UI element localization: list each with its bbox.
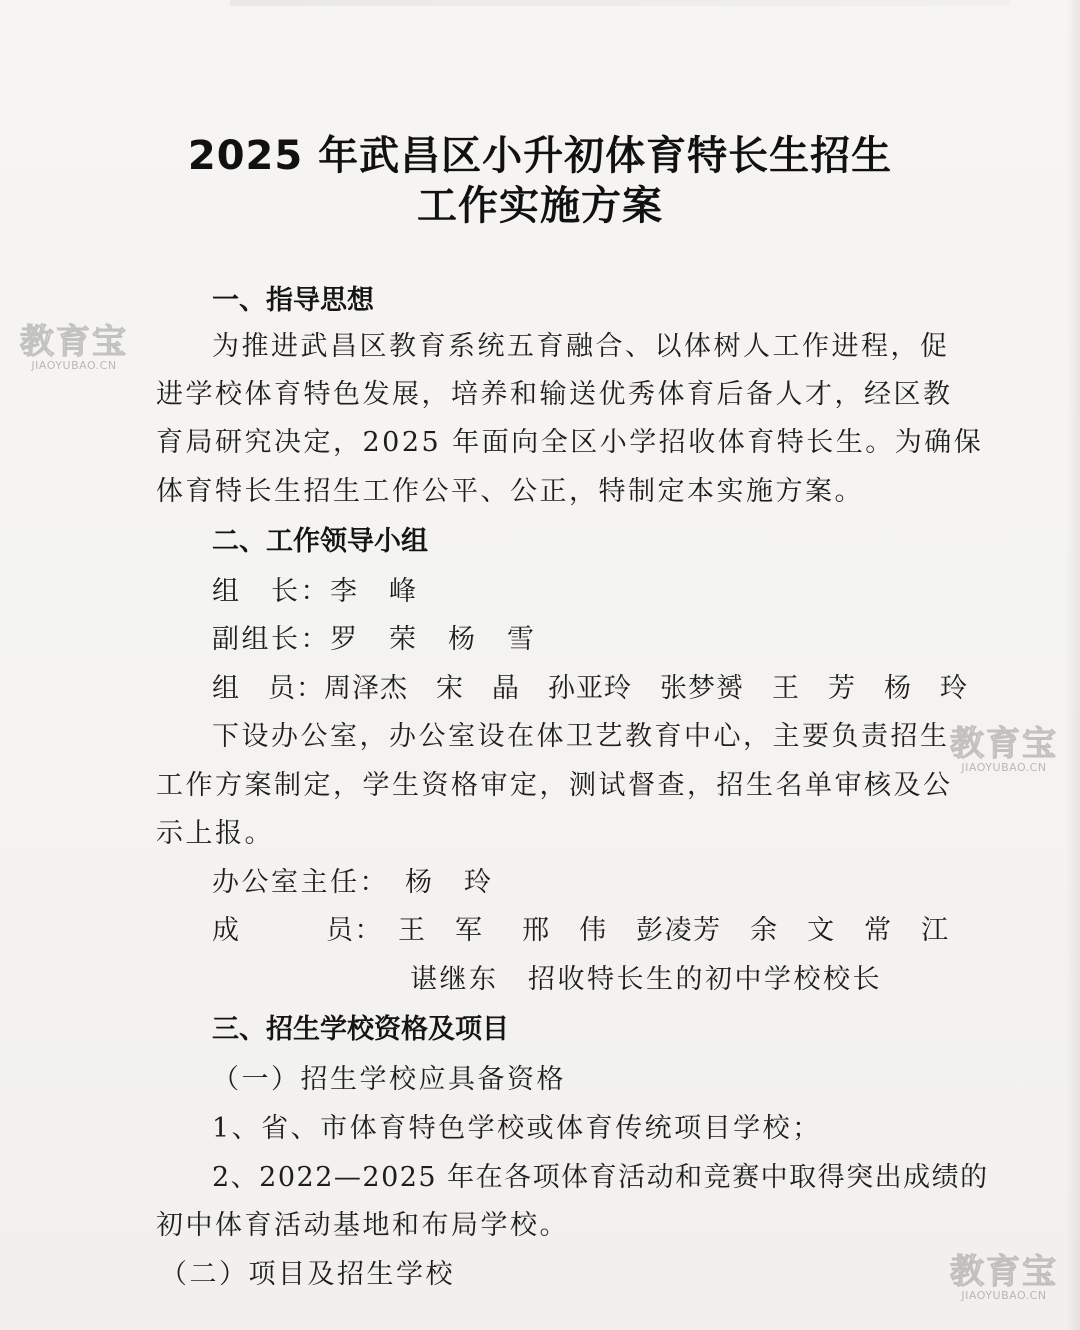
section-2-heading: 二、工作领导小组 xyxy=(212,526,428,557)
office-line: 示上报。 xyxy=(156,818,274,849)
document-title-line1: 2025 年武昌区小升初体育特长生招生 xyxy=(187,133,893,179)
qualification-item-continued: 初中体育活动基地和布局学校。 xyxy=(156,1210,569,1241)
watermark-logo: 教育宝 JIAOYUBAO.CN xyxy=(20,322,128,372)
section-1-line: 体育特长生招生工作公平、公正，特制定本实施方案。 xyxy=(156,476,864,507)
office-line: 下设办公室，办公室设在体卫艺教育中心，主要负责招生 xyxy=(212,721,950,752)
document-title-line2: 工作实施方案 xyxy=(417,183,663,229)
section-3-heading: 三、招生学校资格及项目 xyxy=(212,1014,509,1045)
group-deputy: 副组长：罗 荣 杨 雪 xyxy=(212,624,537,655)
scan-edge xyxy=(230,0,1010,6)
section-1-line: 育局研究决定，2025 年面向全区小学招收体育特长生。为确保 xyxy=(156,427,984,458)
section-3-subheading: （一）招生学校应具备资格 xyxy=(212,1064,566,1095)
office-members-continued: 谌继东 招收特长生的初中学校校长 xyxy=(410,964,882,995)
section-1-heading: 一、指导思想 xyxy=(212,285,374,316)
office-line: 工作方案制定，学生资格审定，测试督查，招生名单审核及公 xyxy=(156,770,953,801)
office-director: 办公室主任： 杨 玲 xyxy=(212,867,494,898)
section-1-line: 为推进武昌区教育系统五育融合、以体树人工作进程，促 xyxy=(212,331,950,362)
group-leader: 组 长：李 峰 xyxy=(212,576,419,607)
office-members: 成 员： 王 军 邢 伟 彭凌芳 余 文 常 江 xyxy=(212,915,950,946)
watermark-logo: 教育宝 JIAOYUBAO.CN xyxy=(950,724,1058,774)
qualification-item: 2、2022—2025 年在各项体育活动和竞赛中取得突出成绩的 xyxy=(212,1162,989,1193)
group-members: 组 员：周泽杰 宋 晶 孙亚玲 张梦赟 王 芳 杨 玲 xyxy=(212,673,968,704)
section-1-line: 进学校体育特色发展，培养和输送优秀体育后备人才，经区教 xyxy=(156,379,953,410)
watermark-logo: 教育宝 JIAOYUBAO.CN xyxy=(950,1252,1058,1302)
qualification-item: 1、省、市体育特色学校或体育传统项目学校； xyxy=(212,1113,822,1144)
section-3-subheading: （二）项目及招生学校 xyxy=(160,1259,455,1290)
